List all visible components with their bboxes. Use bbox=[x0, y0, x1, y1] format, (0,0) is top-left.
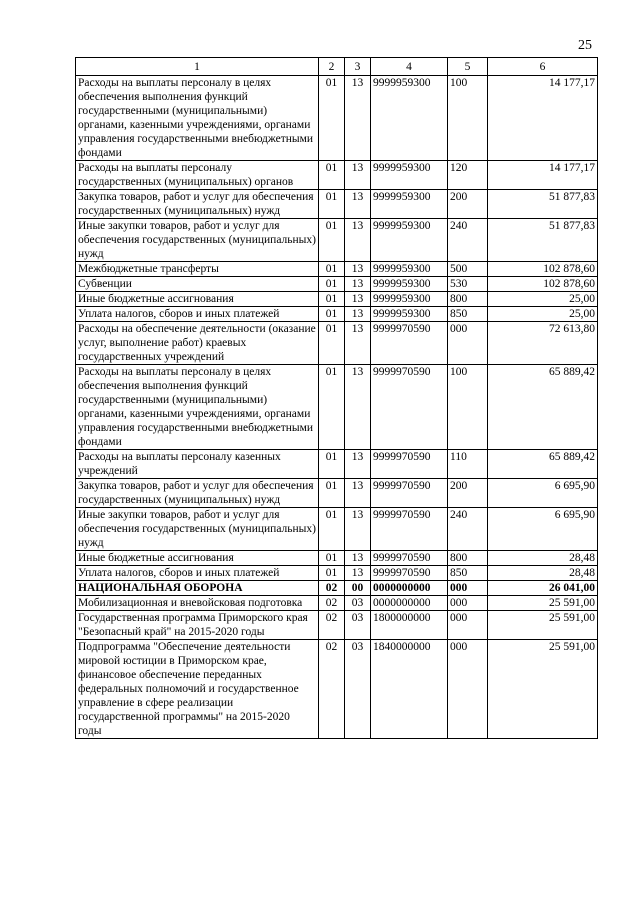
budget-table bbox=[75, 57, 598, 739]
row-amount-cell: 28,48 bbox=[488, 551, 598, 566]
row-expense-type-cell: 500 bbox=[448, 262, 488, 277]
row-amount-cell: 6 695,90 bbox=[488, 508, 598, 551]
row-subsection-cell: 13 bbox=[345, 450, 371, 479]
table-row bbox=[76, 596, 598, 611]
header-col-3: 3 bbox=[345, 58, 371, 76]
table-row bbox=[76, 479, 598, 508]
row-name-cell: Расходы на выплаты персоналу казенных учреждений bbox=[76, 450, 319, 479]
row-expense-type-cell: 530 bbox=[448, 277, 488, 292]
row-target-article-cell: 9999970590 bbox=[371, 322, 448, 365]
row-section-cell: 02 bbox=[319, 581, 345, 596]
row-amount-cell: 25,00 bbox=[488, 307, 598, 322]
table-row bbox=[76, 322, 598, 365]
row-expense-type-cell: 200 bbox=[448, 190, 488, 219]
row-name-cell: Закупка товаров, работ и услуг для обеспечения государственных (муниципальных) нужд bbox=[76, 190, 319, 219]
row-section-cell: 01 bbox=[319, 161, 345, 190]
row-section-cell: 01 bbox=[319, 307, 345, 322]
row-target-article-cell: 9999970590 bbox=[371, 479, 448, 508]
row-expense-type-cell: 110 bbox=[448, 450, 488, 479]
row-target-article-cell: 9999959300 bbox=[371, 292, 448, 307]
row-subsection-cell: 13 bbox=[345, 277, 371, 292]
row-section-cell: 01 bbox=[319, 292, 345, 307]
row-target-article-cell: 9999959300 bbox=[371, 76, 448, 161]
row-section-cell: 01 bbox=[319, 551, 345, 566]
row-amount-cell: 72 613,80 bbox=[488, 322, 598, 365]
row-expense-type-cell: 000 bbox=[448, 596, 488, 611]
row-expense-type-cell: 100 bbox=[448, 76, 488, 161]
row-subsection-cell: 13 bbox=[345, 76, 371, 161]
header-col-4: 4 bbox=[371, 58, 448, 76]
row-expense-type-cell: 800 bbox=[448, 292, 488, 307]
row-target-article-cell: 9999970590 bbox=[371, 450, 448, 479]
row-amount-cell: 51 877,83 bbox=[488, 219, 598, 262]
row-amount-cell: 14 177,17 bbox=[488, 76, 598, 161]
table-row bbox=[76, 508, 598, 551]
table-row bbox=[76, 277, 598, 292]
row-expense-type-cell: 850 bbox=[448, 307, 488, 322]
row-amount-cell: 25 591,00 bbox=[488, 640, 598, 739]
header-col-5: 5 bbox=[448, 58, 488, 76]
row-target-article-cell: 9999970590 bbox=[371, 551, 448, 566]
row-target-article-cell: 0000000000 bbox=[371, 581, 448, 596]
row-subsection-cell: 13 bbox=[345, 479, 371, 508]
row-expense-type-cell: 240 bbox=[448, 508, 488, 551]
row-name-cell: Государственная программа Приморского края "Безопасный край" на 2015-2020 годы bbox=[76, 611, 319, 640]
row-amount-cell: 28,48 bbox=[488, 566, 598, 581]
row-subsection-cell: 13 bbox=[345, 508, 371, 551]
row-name-cell: Расходы на выплаты персоналу государственных (муниципальных) органов bbox=[76, 161, 319, 190]
row-expense-type-cell: 000 bbox=[448, 581, 488, 596]
row-target-article-cell: 1840000000 bbox=[371, 640, 448, 739]
row-name-cell: Иные бюджетные ассигнования bbox=[76, 551, 319, 566]
row-expense-type-cell: 850 bbox=[448, 566, 488, 581]
row-name-cell: Межбюджетные трансферты bbox=[76, 262, 319, 277]
row-target-article-cell: 9999959300 bbox=[371, 307, 448, 322]
row-name-cell: Расходы на выплаты персоналу в целях обеспечения выполнения функций государственными (муниципальными) органами, казенными учреждениями, органами управления государственными внебюджетными фондами bbox=[76, 365, 319, 450]
row-name-cell: Субвенции bbox=[76, 277, 319, 292]
row-subsection-cell: 13 bbox=[345, 551, 371, 566]
row-section-cell: 01 bbox=[319, 277, 345, 292]
table-row bbox=[76, 365, 598, 450]
table-row bbox=[76, 262, 598, 277]
row-section-cell: 01 bbox=[319, 322, 345, 365]
row-subsection-cell: 03 bbox=[345, 611, 371, 640]
row-name-cell: Иные закупки товаров, работ и услуг для обеспечения государственных (муниципальных) нужд bbox=[76, 508, 319, 551]
row-subsection-cell: 03 bbox=[345, 640, 371, 739]
row-name-cell: Мобилизационная и вневойсковая подготовка bbox=[76, 596, 319, 611]
row-section-cell: 02 bbox=[319, 611, 345, 640]
row-name-cell: НАЦИОНАЛЬНАЯ ОБОРОНА bbox=[76, 581, 319, 596]
table-row bbox=[76, 219, 598, 262]
row-name-cell: Расходы на выплаты персоналу в целях обеспечения выполнения функций государственными (муниципальными) органами, казенными учреждениями, органами управления государственными внебюджетными фондами bbox=[76, 76, 319, 161]
row-amount-cell: 6 695,90 bbox=[488, 479, 598, 508]
header-col-1: 1 bbox=[76, 58, 319, 76]
row-expense-type-cell: 800 bbox=[448, 551, 488, 566]
row-name-cell: Расходы на обеспечение деятельности (оказание услуг, выполнение работ) краевых государственных учреждений bbox=[76, 322, 319, 365]
row-section-cell: 01 bbox=[319, 76, 345, 161]
row-subsection-cell: 13 bbox=[345, 322, 371, 365]
row-section-cell: 01 bbox=[319, 479, 345, 508]
row-subsection-cell: 13 bbox=[345, 262, 371, 277]
table-row bbox=[76, 307, 598, 322]
row-target-article-cell: 9999959300 bbox=[371, 219, 448, 262]
row-amount-cell: 102 878,60 bbox=[488, 262, 598, 277]
header-col-6: 6 bbox=[488, 58, 598, 76]
row-target-article-cell: 0000000000 bbox=[371, 596, 448, 611]
row-amount-cell: 65 889,42 bbox=[488, 450, 598, 479]
row-subsection-cell: 13 bbox=[345, 307, 371, 322]
row-section-cell: 01 bbox=[319, 450, 345, 479]
row-amount-cell: 65 889,42 bbox=[488, 365, 598, 450]
row-name-cell: Подпрограмма "Обеспечение деятельности мировой юстиции в Приморском крае, финансовое обеспечение переданных федеральных полномочий и государственное управление в сфере реализации государственной программы" на 2015-2020 годы bbox=[76, 640, 319, 739]
row-amount-cell: 25,00 bbox=[488, 292, 598, 307]
row-name-cell: Иные бюджетные ассигнования bbox=[76, 292, 319, 307]
row-target-article-cell: 9999959300 bbox=[371, 161, 448, 190]
row-expense-type-cell: 120 bbox=[448, 161, 488, 190]
row-name-cell: Уплата налогов, сборов и иных платежей bbox=[76, 566, 319, 581]
table-row bbox=[76, 292, 598, 307]
table-row bbox=[76, 190, 598, 219]
table-row bbox=[76, 611, 598, 640]
row-expense-type-cell: 000 bbox=[448, 322, 488, 365]
table-row bbox=[76, 161, 598, 190]
row-amount-cell: 25 591,00 bbox=[488, 596, 598, 611]
row-subsection-cell: 13 bbox=[345, 190, 371, 219]
row-subsection-cell: 13 bbox=[345, 566, 371, 581]
row-name-cell: Иные закупки товаров, работ и услуг для обеспечения государственных (муниципальных) нужд bbox=[76, 219, 319, 262]
row-subsection-cell: 13 bbox=[345, 161, 371, 190]
row-target-article-cell: 9999970590 bbox=[371, 508, 448, 551]
row-target-article-cell: 9999959300 bbox=[371, 262, 448, 277]
row-section-cell: 01 bbox=[319, 219, 345, 262]
row-expense-type-cell: 240 bbox=[448, 219, 488, 262]
table-row bbox=[76, 450, 598, 479]
row-amount-cell: 102 878,60 bbox=[488, 277, 598, 292]
row-target-article-cell: 9999970590 bbox=[371, 365, 448, 450]
row-expense-type-cell: 200 bbox=[448, 479, 488, 508]
row-amount-cell: 14 177,17 bbox=[488, 161, 598, 190]
table-body bbox=[76, 76, 598, 739]
row-subsection-cell: 13 bbox=[345, 219, 371, 262]
row-subsection-cell: 13 bbox=[345, 365, 371, 450]
row-target-article-cell: 9999959300 bbox=[371, 277, 448, 292]
row-section-cell: 02 bbox=[319, 640, 345, 739]
row-expense-type-cell: 100 bbox=[448, 365, 488, 450]
row-section-cell: 01 bbox=[319, 508, 345, 551]
row-name-cell: Закупка товаров, работ и услуг для обеспечения государственных (муниципальных) нужд bbox=[76, 479, 319, 508]
row-amount-cell: 26 041,00 bbox=[488, 581, 598, 596]
table-row bbox=[76, 566, 598, 581]
row-section-cell: 01 bbox=[319, 566, 345, 581]
row-section-cell: 02 bbox=[319, 596, 345, 611]
table-row bbox=[76, 640, 598, 739]
table-row bbox=[76, 76, 598, 161]
row-amount-cell: 25 591,00 bbox=[488, 611, 598, 640]
row-target-article-cell: 1800000000 bbox=[371, 611, 448, 640]
row-subsection-cell: 13 bbox=[345, 292, 371, 307]
table-header-row bbox=[76, 58, 598, 76]
row-target-article-cell: 9999959300 bbox=[371, 190, 448, 219]
row-expense-type-cell: 000 bbox=[448, 640, 488, 739]
row-section-cell: 01 bbox=[319, 190, 345, 219]
row-amount-cell: 51 877,83 bbox=[488, 190, 598, 219]
row-subsection-cell: 03 bbox=[345, 596, 371, 611]
row-name-cell: Уплата налогов, сборов и иных платежей bbox=[76, 307, 319, 322]
header-col-2: 2 bbox=[319, 58, 345, 76]
row-expense-type-cell: 000 bbox=[448, 611, 488, 640]
row-subsection-cell: 00 bbox=[345, 581, 371, 596]
row-section-cell: 01 bbox=[319, 365, 345, 450]
page-number: 25 bbox=[578, 38, 592, 53]
table-row bbox=[76, 551, 598, 566]
table-row bbox=[76, 581, 598, 596]
row-section-cell: 01 bbox=[319, 262, 345, 277]
row-target-article-cell: 9999970590 bbox=[371, 566, 448, 581]
